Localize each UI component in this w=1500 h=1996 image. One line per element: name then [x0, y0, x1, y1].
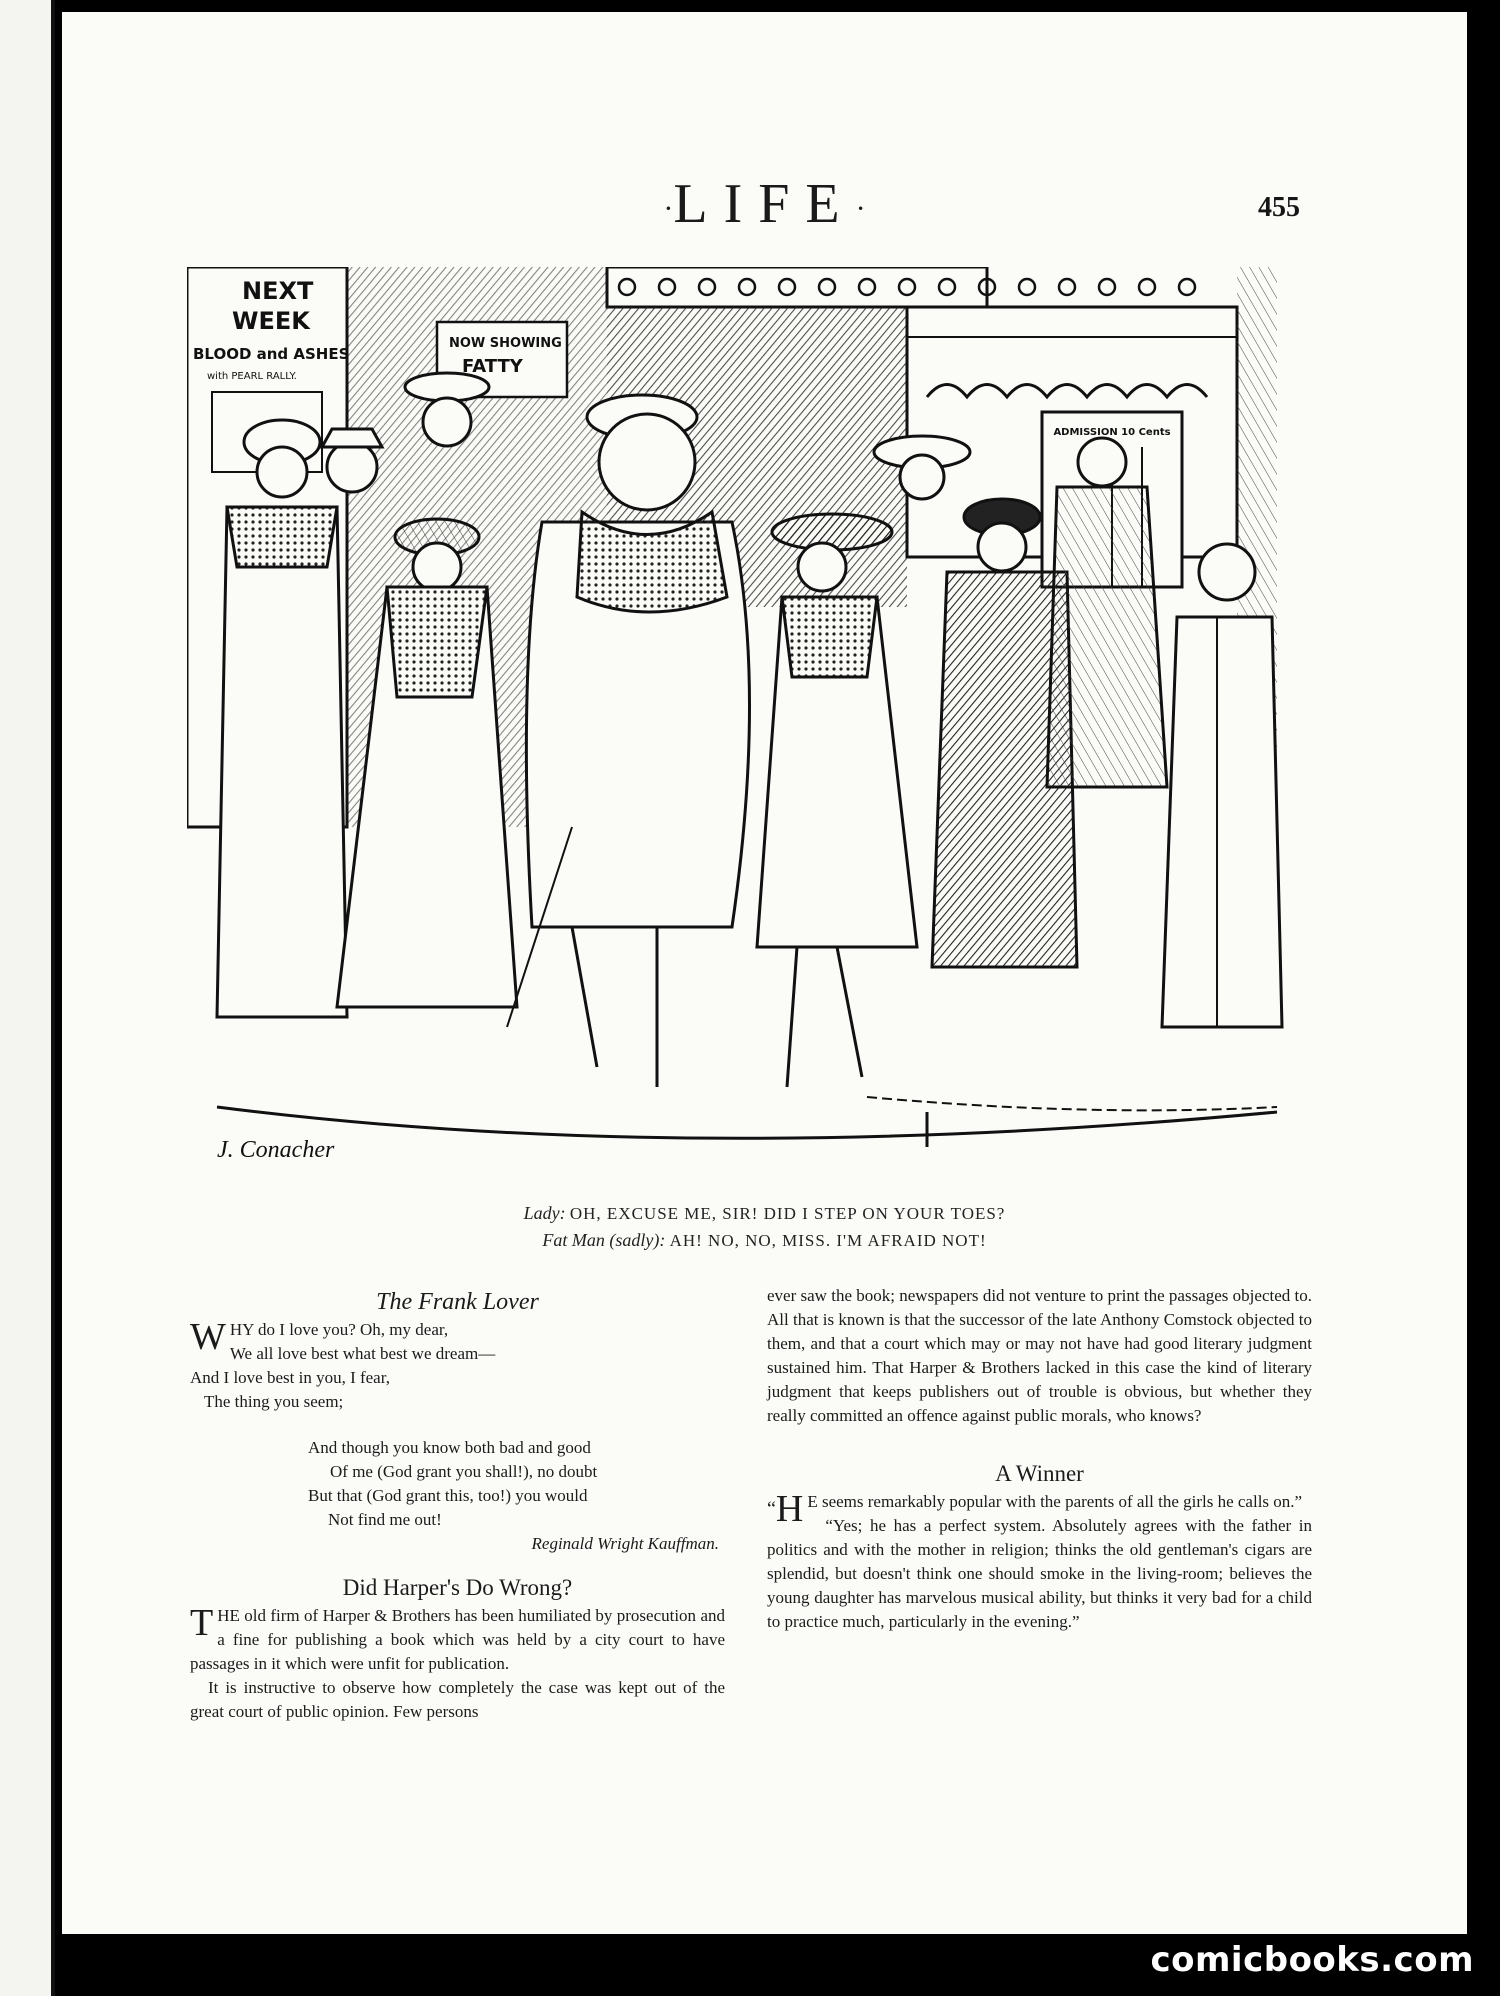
- cartoon-caption: [62, 1200, 1467, 1254]
- harpers-continuation: ever saw the book; newspapers did not venture to print the passages objected to. All that is known is that the successor of the late Anthony Comstock objected to them, and that a court which may or may not have had good literary judgment sustained him. That Harper & Brothers lacked in this case the kind of literary judgment that keeps publishers out of trouble is obvious, but whether they really committed an offence against public morals, who knows?: [767, 1286, 1312, 1425]
- poem-line: Not find me out!: [328, 1510, 442, 1529]
- winner-paragraph-1: [767, 1488, 1312, 1530]
- winner-dropcap-letter: H: [775, 1488, 804, 1530]
- caption-speaker-lady: Lady:: [523, 1203, 566, 1223]
- caption-speaker-fat-man: Fat Man (sadly):: [542, 1230, 666, 1250]
- comicbooks-watermark: comicbooks.com: [1150, 1940, 1474, 1980]
- adjacent-page-edge: [0, 0, 52, 1996]
- poster-fatty: FATTY: [462, 356, 523, 377]
- winner-open-quote: “: [767, 1498, 776, 1520]
- poem-line: And though you know both bad and good: [308, 1438, 591, 1457]
- poem-line: And I love best in you, I fear,: [190, 1368, 390, 1387]
- magazine-page: [62, 12, 1467, 1934]
- masthead: ·LIFE·: [663, 173, 866, 235]
- harpers-article-title: Did Harper's Do Wrong?: [342, 1575, 573, 1600]
- harpers-paragraph-2: It is instructive to observe how completely the case was kept out of the great court of public opinion. Few persons: [190, 1678, 725, 1721]
- sidewalk-curb: [217, 1097, 1277, 1147]
- caption-text-lady: OH, EXCUSE ME, SIR! DID I STEP ON YOUR TOES?: [569, 1204, 1006, 1223]
- poem-stanza-2: [190, 1436, 725, 1532]
- poster-now-showing: NOW SHOWING: [449, 336, 562, 351]
- poster-next: NEXT: [242, 277, 314, 305]
- poem-dropcap: W: [190, 1316, 226, 1358]
- poem-line: The thing you seem;: [204, 1392, 344, 1411]
- artist-signature: J. Conacher: [217, 1137, 335, 1163]
- poem-line: HY do I love you? Oh, my dear,: [229, 1320, 449, 1339]
- caption-text-fat-man: AH! NO, NO, MISS. I'M AFRAID NOT!: [669, 1231, 987, 1250]
- poster-blood-and-ashes: BLOOD and ASHES: [193, 345, 350, 363]
- poster-pearl-rally: with PEARL RALLY.: [207, 371, 297, 382]
- poem-line: But that (God grant this, too!) you would: [308, 1486, 588, 1505]
- winner-dropcap: [767, 1488, 804, 1530]
- page-number: 455: [1258, 192, 1300, 223]
- magazine-title: LIFE: [673, 173, 856, 235]
- poem-line: Of me (God grant you shall!), no doubt: [330, 1462, 598, 1481]
- poster-week: WEEK: [232, 307, 310, 335]
- right-column: [767, 1284, 1312, 1634]
- poem-title: The Frank Lover: [376, 1289, 539, 1315]
- poem-author: Reginald Wright Kauffman.: [531, 1534, 719, 1553]
- harpers-dropcap: T: [190, 1602, 214, 1644]
- winner-paragraph-1-text: E seems remarkably popular with the parents of all the girls he calls on.”: [807, 1492, 1303, 1511]
- cartoon-illustration: [187, 267, 1297, 1177]
- harpers-paragraph-1: [190, 1604, 725, 1676]
- caption-line-lady: [62, 1200, 1467, 1227]
- ticket-window-sign: ADMISSION 10 Cents: [1053, 427, 1171, 438]
- winner-article-title: A Winner: [995, 1461, 1084, 1486]
- poem-line: We all love best what best we dream—: [229, 1344, 496, 1363]
- winner-paragraph-2: “Yes; he has a perfect system. Absolutely agrees with the father in politics and with the mother in religion; thinks the old gentleman's cigars are splendid, but doesn't think one should smoke in the living-room; believes the young daughter has marvelous musical ability, but thinks it very bad for a child to practice much, particularly in the evening.”: [767, 1516, 1312, 1631]
- harpers-paragraph-1-text: HE old firm of Harper & Brothers has been humiliated by prosecution and a fine for publishing a book which was held by a city court to have passages in it which were unfit for publication.: [190, 1606, 725, 1673]
- poem-stanza-1: [190, 1318, 725, 1414]
- caption-line-fat-man: [62, 1227, 1467, 1254]
- left-column: [190, 1282, 725, 1724]
